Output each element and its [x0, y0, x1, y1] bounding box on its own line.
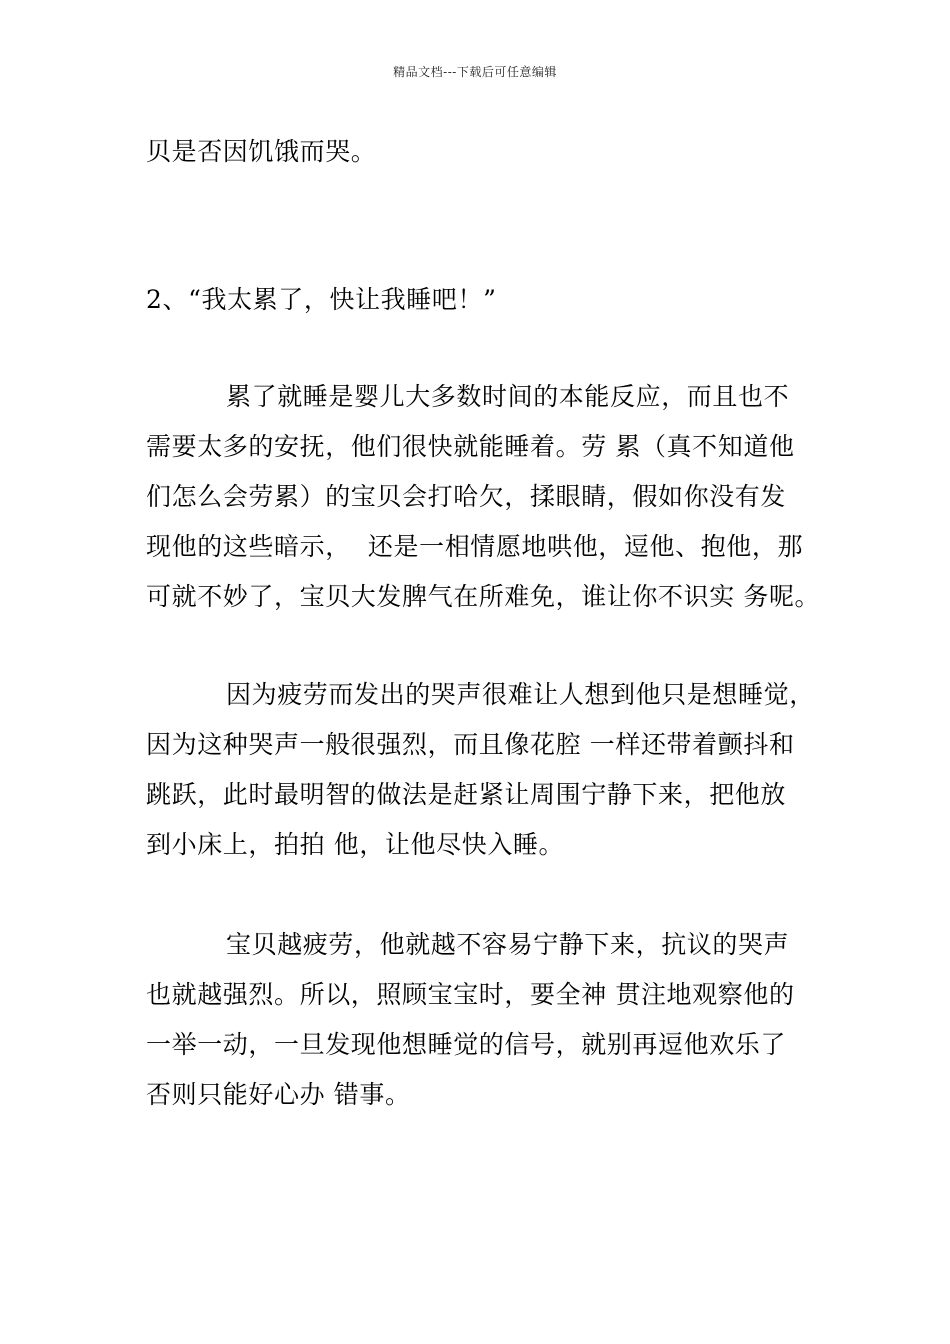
section-heading: 2、“我太累了，快让我睡吧！”	[146, 285, 497, 314]
paragraph-line: 贝是否因饥饿而哭。	[146, 137, 377, 166]
page-header: 精品文档---下载后可任意编辑	[393, 65, 557, 79]
paragraph-line: 跳跃，此时最明智的做法是赶紧让周围宁静下来，把他放	[146, 780, 787, 809]
paragraph-line: 可就不妙了，宝贝大发脾气在所难免，谁让你不识实 务呢。	[146, 582, 821, 611]
paragraph-line: 宝贝越疲劳，他就越不容易宁静下来，抗议的哭声	[226, 930, 790, 959]
paragraph-line: 需要太多的安抚，他们很快就能睡着。劳 累（真不知道他	[146, 432, 795, 461]
paragraph-line: 也就越强烈。所以，照顾宝宝时，要全神 贯注地观察他的	[146, 980, 795, 1009]
paragraph-line: 到小床上，拍拍 他，让他尽快入睡。	[146, 830, 565, 859]
paragraph-line: 一举一动，一旦发现他想睡觉的信号，就别再逗他欢乐了	[146, 1030, 787, 1059]
paragraph-line: 否则只能好心办 错事。	[146, 1080, 411, 1109]
paragraph-line: 累了就睡是婴儿大多数时间的本能反应，而且也不	[226, 382, 790, 411]
paragraph-line: 因为疲劳而发出的哭声很难让人想到他只是想睡觉，	[226, 680, 815, 709]
paragraph-line: 现他的这些暗示， 还是一相情愿地哄他，逗他、抱他，那	[146, 532, 804, 561]
paragraph-line: 因为这种哭声一般很强烈，而且像花腔 一样还带着颤抖和	[146, 730, 795, 759]
paragraph-line: 们怎么会劳累）的宝贝会打哈欠，揉眼睛，假如你没有发	[146, 482, 787, 511]
